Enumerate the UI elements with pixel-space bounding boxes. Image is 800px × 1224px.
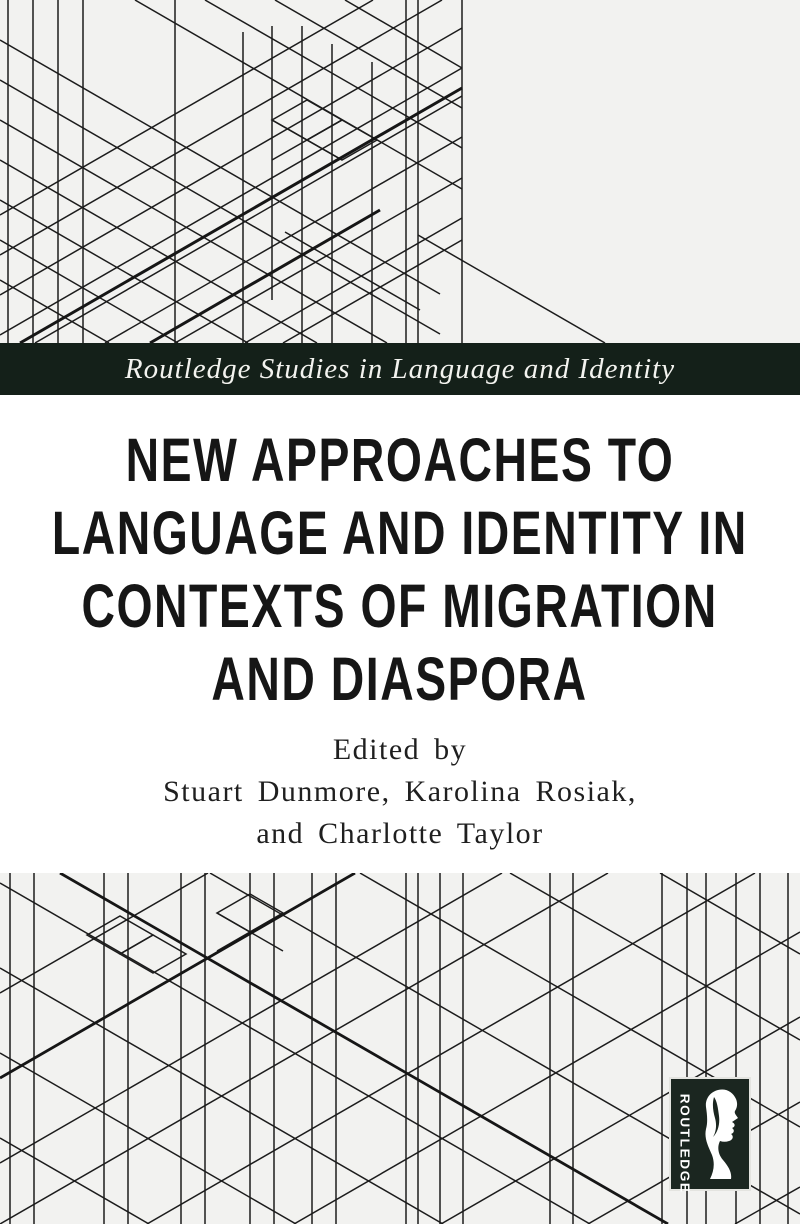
edited-by-label: Edited by [332, 733, 468, 766]
title-line-4: AND DIASPORA [211, 645, 589, 713]
title-line-3: CONTEXTS OF MIGRATION [81, 572, 719, 640]
title-line-2: LANGUAGE AND IDENTITY IN [52, 499, 748, 567]
publisher-name: ROUTLEDGE [677, 1093, 693, 1194]
editor-names-line-2: and Charlotte Taylor [256, 817, 544, 850]
top-geometric-pattern [0, 0, 800, 343]
series-title: Routledge Studies in Language and Identity [124, 352, 676, 385]
title-line-1: NEW APPROACHES TO [125, 426, 675, 494]
series-band [0, 343, 800, 395]
routledge-head-r-icon [693, 1079, 749, 1189]
editor-names-line-1: Stuart Dunmore, Karolina Rosiak, [163, 775, 637, 808]
editors-block [0, 729, 800, 855]
book-title [0, 424, 800, 716]
publisher-logo [671, 1079, 749, 1194]
isometric-lines-top-graphic [0, 0, 800, 343]
